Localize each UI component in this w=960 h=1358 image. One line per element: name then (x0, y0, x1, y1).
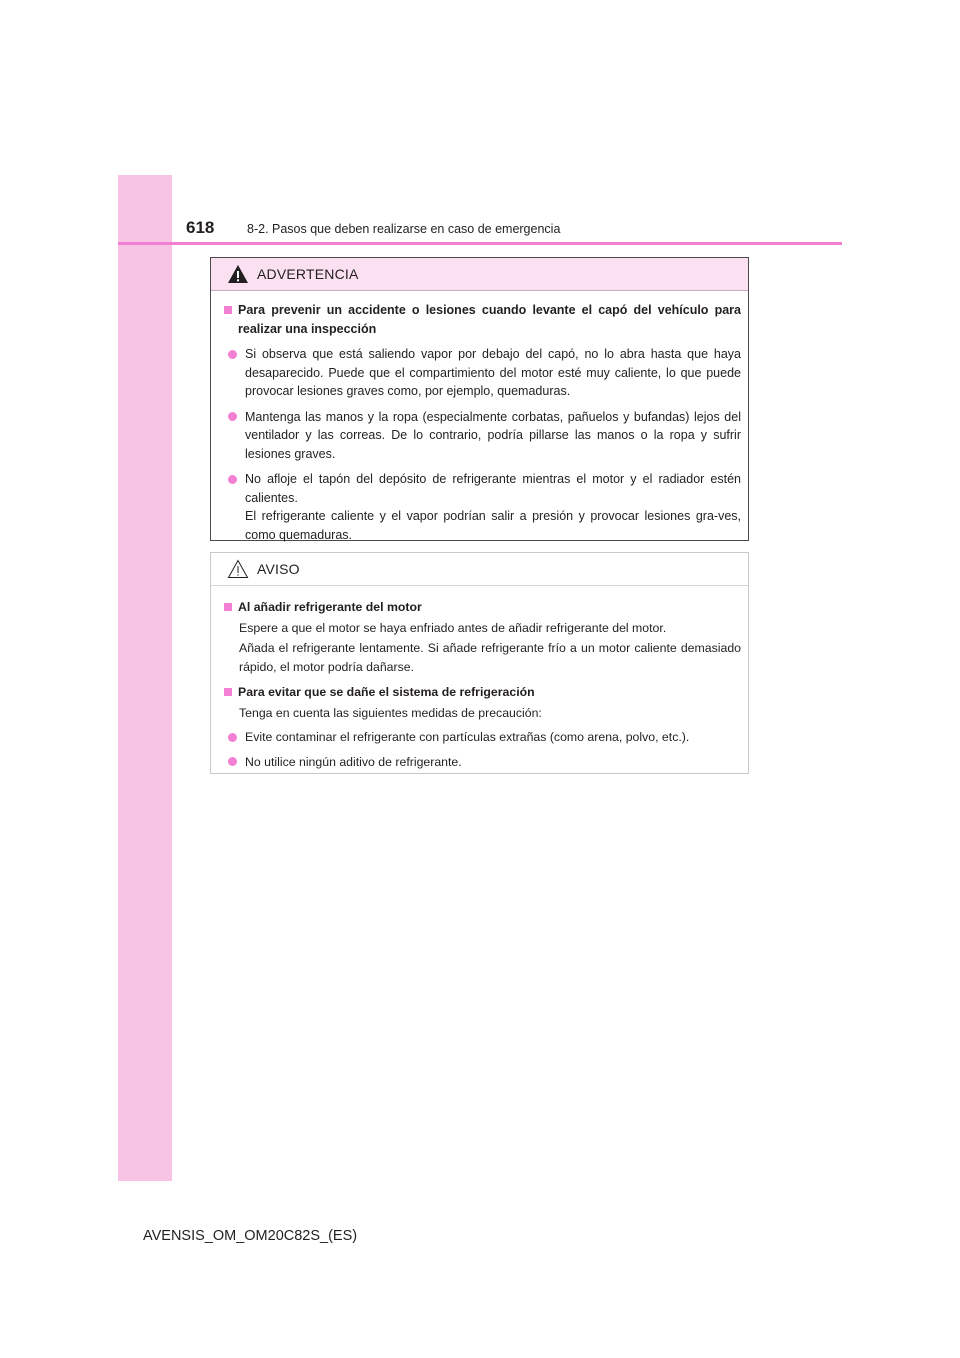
list-item (224, 470, 741, 544)
circle-bullet-icon (228, 475, 237, 484)
circle-bullet-icon (228, 733, 237, 742)
warning-box (210, 257, 749, 541)
notice-heading-text: Al añadir refrigerante del motor (238, 600, 422, 614)
warning-heading (224, 301, 741, 338)
notice-paragraph: Espere a que el motor se haya enfriado antes de añadir refrigerante del motor. (239, 620, 667, 635)
notice-heading-1 (224, 598, 741, 617)
warning-triangle-filled-icon (227, 264, 249, 284)
notice-heading-text: Para evitar que se dañe el sistema de refrigeración (238, 685, 535, 699)
notice-header (211, 553, 748, 586)
list-item-text: No utilice ningún aditivo de refrigerante. (245, 754, 462, 769)
circle-bullet-icon (228, 350, 237, 359)
list-item-text: Mantenga las manos y la ropa (especialmente corbatas, pañuelos y bufandas) lejos del ventilador y las correas. De lo contrario, podría pillarse las manos o la ropa y sufrir lesiones graves. (245, 409, 741, 461)
section-title: 8-2. Pasos que deben realizarse en caso de emergencia (247, 222, 561, 236)
notice-paragraph: Añada el refrigerante lentamente. Si añade refrigerante frío a un motor caliente demasiado rápido, el motor podría dañarse. (239, 641, 741, 674)
circle-bullet-icon (228, 412, 237, 421)
page-number: 618 (186, 218, 215, 237)
list-item (224, 753, 741, 772)
notice-box (210, 552, 749, 774)
list-item (224, 728, 741, 747)
list-item-continuation: El refrigerante caliente y el vapor podrían salir a presión y provocar lesiones gra-ves, como quemaduras. (245, 509, 741, 542)
list-item-text: Evite contaminar el refrigerante con partículas extrañas (como arena, polvo, etc.). (245, 730, 690, 744)
side-color-strip (118, 175, 172, 1181)
square-bullet-icon (224, 688, 232, 696)
footer-document-code: AVENSIS_OM_OM20C82S_(ES) (143, 1228, 358, 1244)
warning-body (211, 291, 748, 544)
circle-bullet-icon (228, 757, 237, 766)
square-bullet-icon (224, 603, 232, 611)
list-item-content (245, 470, 741, 544)
header-rule (118, 242, 842, 245)
warning-title: ADVERTENCIA (257, 266, 359, 282)
notice-title: AVISO (257, 561, 300, 577)
list-item-text: Si observa que está saliendo vapor por debajo del capó, no lo abra hasta que haya desaparecido. Puede que el compartimiento del motor esté muy caliente, lo que puede provocar lesiones graves como, por ejemplo, quemaduras. (245, 347, 741, 398)
notice-heading-2 (224, 683, 741, 702)
warning-heading-text: Para prevenir un accidente o lesiones cuando levante el capó del vehículo para realizar una inspección (238, 303, 741, 336)
notice-body (211, 586, 748, 771)
list-item (224, 345, 741, 401)
warning-header (211, 258, 748, 291)
list-item-text: No afloje el tapón del depósito de refrigerante mientras el motor y el radiador estén calientes. (245, 472, 741, 505)
list-item (224, 408, 741, 464)
caution-triangle-outline-icon (227, 559, 249, 579)
square-bullet-icon (224, 306, 232, 314)
notice-intro: Tenga en cuenta las siguientes medidas de precaución: (239, 705, 542, 720)
